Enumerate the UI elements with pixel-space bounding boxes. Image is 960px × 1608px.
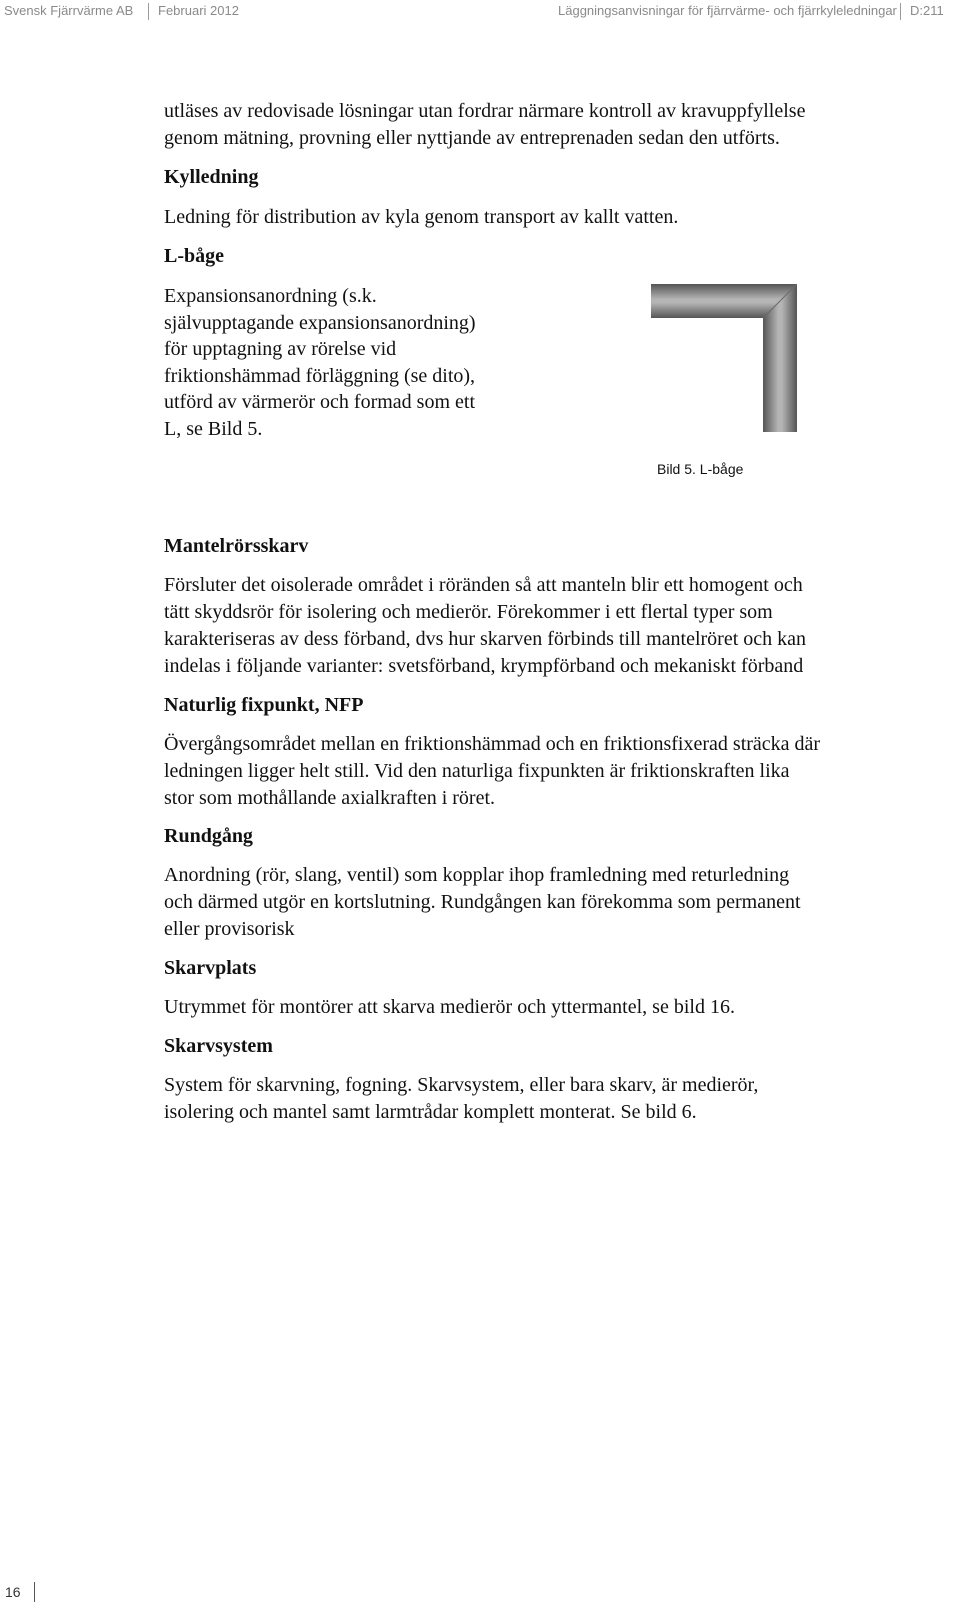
body-line: och därmed utgör en kortslutning. Rundgången kan förekomma som permanent — [164, 891, 801, 913]
body-line: Anordning (rör, slang, ventil) som kopplar ihop framledning med returledning — [164, 864, 790, 886]
body-line: friktionshämmad förläggning (se dito), — [164, 365, 476, 387]
header-doc-code: D:211 — [910, 3, 944, 18]
section-heading: Kylledning — [164, 166, 259, 188]
section-heading: Skarvplats — [164, 957, 257, 979]
header-company: Svensk Fjärrvärme AB — [4, 3, 134, 18]
page-number: 16 — [5, 1584, 21, 1600]
body-line: Försluter det oisolerade området i röränden så att manteln blir ett homogent och — [164, 574, 803, 596]
body-line: Expansionsanordning (s.k. — [164, 285, 377, 307]
section-heading: Naturlig fixpunkt, NFP — [164, 694, 364, 716]
body-line: ledningen ligger helt still. Vid den naturliga fixpunkten är friktionskraften lika — [164, 760, 790, 782]
body-line: utläses av redovisade lösningar utan fordrar närmare kontroll av kravuppfyllelse — [164, 100, 806, 122]
body-line: tätt skyddsrör för isolering och medierör. Förekommer i ett flertal typer som — [164, 601, 773, 623]
section-heading: Rundgång — [164, 825, 253, 847]
body-line: självupptagande expansionsanordning) — [164, 312, 476, 334]
section-heading: Skarvsystem — [164, 1035, 273, 1057]
body-line: stor som mothållande axialkraften i röret. — [164, 787, 496, 809]
body-line: indelas i följande varianter: svetsförband, krympförband och mekaniskt förband — [164, 655, 804, 677]
header-date: Februari 2012 — [158, 3, 239, 18]
body-line: eller provisorisk — [164, 918, 295, 940]
body-line: Övergångsområdet mellan en friktionshämmad och en friktionsfixerad sträcka där — [164, 733, 821, 755]
body-line: genom mätning, provning eller nyttjande av entreprenaden sedan den utförts. — [164, 127, 780, 149]
page-header — [0, 3, 960, 23]
header-divider — [148, 3, 149, 20]
body-line: karakteriseras av dess förband, dvs hur skarven förbinds till mantelröret och kan — [164, 628, 807, 650]
body-line: Utrymmet för montörer att skarva medierör och yttermantel, se bild 16. — [164, 996, 735, 1018]
l-bend-pipe-figure — [651, 284, 797, 432]
footer-divider — [34, 1582, 35, 1602]
body-line: utförd av värmerör och formad som ett — [164, 391, 476, 413]
body-line: L, se Bild 5. — [164, 418, 263, 440]
section-heading: Mantelrörsskarv — [164, 535, 309, 557]
header-divider — [900, 3, 901, 20]
body-line: isolering och mantel samt larmtrådar komplett monterat. Se bild 6. — [164, 1101, 697, 1123]
section-heading: L-båge — [164, 245, 224, 267]
body-line: Ledning för distribution av kyla genom transport av kallt vatten. — [164, 206, 679, 228]
body-line: för upptagning av rörelse vid — [164, 338, 397, 360]
figure-caption: Bild 5. L-båge — [657, 461, 744, 477]
header-doc-title: Läggningsanvisningar för fjärrvärme- och fjärrkyleledningar — [558, 3, 897, 18]
body-line: System för skarvning, fogning. Skarvsystem, eller bara skarv, är medierör, — [164, 1074, 759, 1096]
